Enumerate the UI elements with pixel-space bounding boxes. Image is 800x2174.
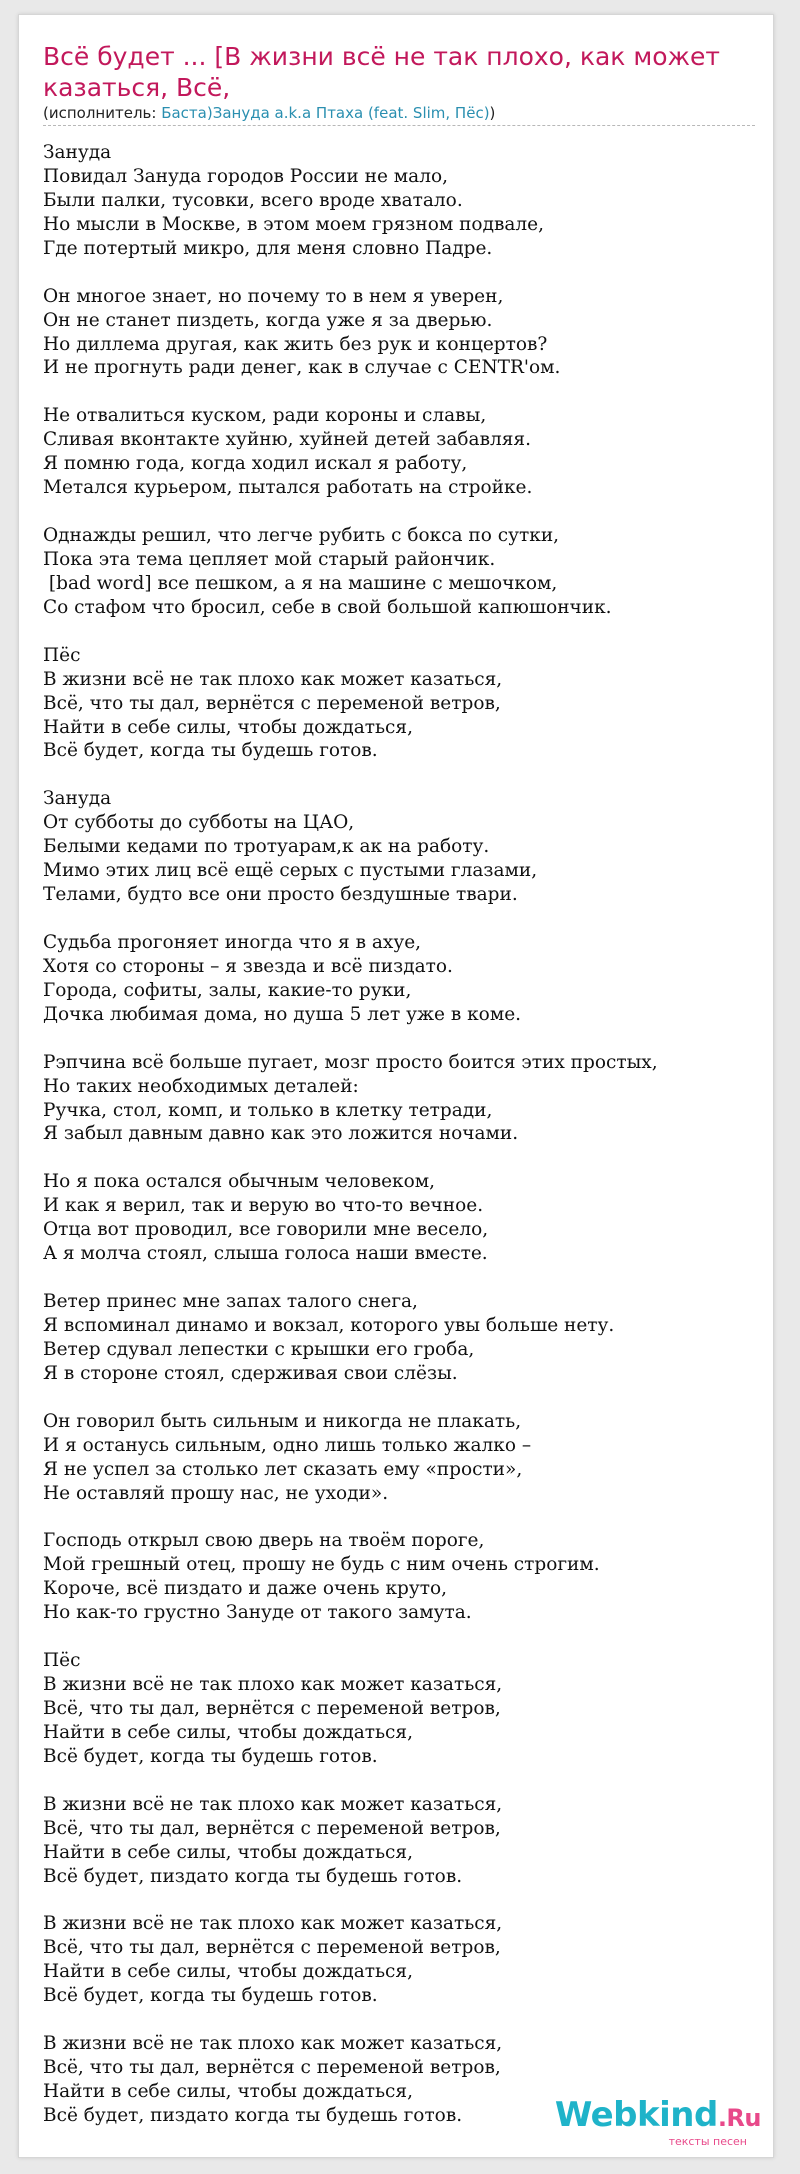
lyric-line: Города, софиты, залы, какие-то руки, bbox=[43, 979, 412, 1001]
lyric-line: Были палки, тусовки, всего вроде хватало. bbox=[43, 189, 463, 211]
lyric-line: И я останусь сильным, одно лишь только жалко – bbox=[43, 1434, 532, 1456]
stanza-gap bbox=[43, 1146, 763, 1170]
lyric-line: Отца вот проводил, все говорили мне весело, bbox=[43, 1219, 489, 1241]
lyric-line: Однажды решил, что легче рубить с бокса по сутки, bbox=[43, 525, 560, 546]
lyric-line: Хотя со стороны – я звезда и всё пиздато. bbox=[43, 955, 453, 977]
lyric-line: Я забыл давным давно как это ложится ночами. bbox=[43, 1123, 519, 1145]
lyric-line: Пёс bbox=[43, 644, 81, 666]
stanza-gap bbox=[43, 1505, 763, 1529]
lyric-line: Найти в себе силы, чтобы дождаться, bbox=[43, 716, 413, 738]
lyric-line: Ветер сдувал лепестки с крышки его гроба, bbox=[43, 1338, 475, 1360]
lyric-line: Но я пока остался обычным человеком, bbox=[43, 1171, 436, 1193]
site-logo[interactable] bbox=[554, 2095, 761, 2155]
stanza-gap bbox=[43, 1386, 763, 1410]
stanza-gap bbox=[43, 620, 763, 644]
lyric-line: Он многое знает, но почему то в нем я уверен, bbox=[43, 285, 504, 307]
song-title: Всё будет ... [В жизни всё не так плохо, как может казаться, Всё, bbox=[43, 42, 720, 102]
lyric-line: Найти в себе силы, чтобы дождаться, bbox=[43, 1721, 413, 1743]
stanza-gap bbox=[43, 1625, 763, 1649]
lyric-line: Метался курьером, пытался работать на стройке. bbox=[43, 477, 533, 499]
lyric-line: Пока эта тема цепляет мой старый райончик. bbox=[43, 548, 496, 570]
lyric-line: И не прогнуть ради денег, как в случае с CENTR'ом. bbox=[43, 357, 561, 379]
artist-link[interactable]: Баста)Зануда a.k.a Птаха (feat. Slim, Пёс) bbox=[161, 104, 490, 122]
lyric-line: В жизни всё не так плохо как может казаться, bbox=[43, 2033, 503, 2055]
logo-name: Webkind bbox=[554, 2095, 718, 2135]
lyric-line: [bad word] все пешком, а я на машине с мешочком, bbox=[43, 572, 558, 594]
lyric-line: Не отвалиться куском, ради короны и славы, bbox=[43, 405, 487, 427]
lyric-line: Всё будет, когда ты будешь готов. bbox=[43, 1745, 378, 1767]
lyric-line: Но мысли в Москве, в этом моем грязном подвале, bbox=[43, 213, 544, 235]
lyric-line: Я не успел за столько лет сказать ему «прости», bbox=[43, 1458, 523, 1480]
lyric-line: Всё будет, пиздато когда ты будешь готов. bbox=[43, 1865, 463, 1887]
lyric-line: Зануда bbox=[43, 142, 112, 163]
lyric-line: Пёс bbox=[43, 1650, 81, 1672]
stanza-gap bbox=[43, 1769, 763, 1793]
lyric-line: Всё, что ты дал, вернётся с переменой ветров, bbox=[43, 1937, 501, 1959]
stanza-gap bbox=[43, 261, 763, 285]
lyric-line: Короче, всё пиздато и даже очень круто, bbox=[43, 1578, 448, 1600]
lyric-line: Телами, будто все они просто бездушные твари. bbox=[43, 884, 518, 906]
stanza-gap bbox=[43, 1888, 763, 1912]
lyric-line: Белыми кедами по тротуарам,к ак на работу. bbox=[43, 836, 490, 858]
lyric-line: Но таких необходимых деталей: bbox=[43, 1075, 359, 1097]
stanza-gap bbox=[43, 907, 763, 931]
lyric-line: В жизни всё не так плохо как может казаться, bbox=[43, 1793, 503, 1815]
lyric-line: Сливая вконтакте хуйню, хуйней детей забавляя. bbox=[43, 429, 531, 451]
lyric-line: Найти в себе силы, чтобы дождаться, bbox=[43, 1841, 413, 1863]
lyric-line: Мимо этих лиц всё ещё серых с пустыми глазами, bbox=[43, 860, 538, 882]
lyrics-text bbox=[43, 141, 763, 2128]
lyric-line: Но как-то грустно Зануде от такого замута. bbox=[43, 1602, 472, 1624]
lyric-line: Мой грешный отец, прошу не будь с ним очень строгим. bbox=[43, 1554, 600, 1576]
lyric-line: Где потертый микро, для меня словно Падре. bbox=[43, 237, 493, 259]
lyric-line: Не оставляй прошу нас, не уходи». bbox=[43, 1482, 389, 1504]
lyric-line: Всё будет, когда ты будешь готов. bbox=[43, 1985, 378, 2007]
artist-suffix: ) bbox=[489, 104, 496, 122]
stanza-gap bbox=[43, 500, 763, 524]
lyric-line: Но диллема другая, как жить без рук и концертов? bbox=[43, 333, 548, 355]
lyric-line: Всё, что ты дал, вернётся с переменой ветров, bbox=[43, 1697, 501, 1719]
lyric-line: Зануда bbox=[43, 788, 112, 810]
stanza-gap bbox=[43, 2008, 763, 2032]
stanza-gap bbox=[43, 380, 763, 404]
stanza-gap bbox=[43, 1266, 763, 1290]
lyric-line: Дочка любимая дома, но душа 5 лет уже в коме. bbox=[43, 1003, 522, 1025]
lyric-line: Господь открыл свою дверь на твоём пороге, bbox=[43, 1530, 485, 1552]
lyric-line: Всё будет, пиздато когда ты будешь готов. bbox=[43, 2104, 463, 2126]
lyric-line: Он говорил быть сильным и никогда не плакать, bbox=[43, 1410, 522, 1432]
artist-line bbox=[43, 103, 755, 126]
logo-domain: .Ru bbox=[717, 2104, 761, 2132]
lyric-line: Я в стороне стоял, сдерживая свои слёзы. bbox=[43, 1362, 458, 1384]
stanza-gap bbox=[43, 763, 763, 787]
lyric-line: Найти в себе силы, чтобы дождаться, bbox=[43, 1961, 413, 1983]
lyric-line: В жизни всё не так плохо как может казаться, bbox=[43, 1674, 503, 1695]
logo-wordmark bbox=[555, 2095, 761, 2138]
logo-tagline: тексты песен bbox=[668, 2135, 747, 2148]
lyric-line: В жизни всё не так плохо как может казаться, bbox=[43, 668, 503, 690]
artist-prefix: (исполнитель: bbox=[43, 104, 162, 122]
lyric-line: Повидал Зануда городов России не мало, bbox=[43, 165, 448, 187]
lyric-line: Всё, что ты дал, вернётся с переменой ветров, bbox=[43, 1817, 501, 1839]
lyric-line: В жизни всё не так плохо как может казаться, bbox=[43, 1913, 503, 1935]
lyric-line: Я вспоминал динамо и вокзал, которого увы больше нету. bbox=[43, 1314, 615, 1336]
lyric-line: Всё будет, когда ты будешь готов. bbox=[43, 740, 378, 762]
lyric-line: Ручка, стол, комп, и только в клетку тетради, bbox=[43, 1099, 493, 1121]
lyric-line: Я помню года, когда ходил искал я работу, bbox=[43, 453, 468, 475]
lyric-line: От субботы до субботы на ЦАО, bbox=[43, 812, 355, 834]
lyrics-card bbox=[18, 14, 774, 2158]
lyric-line: Всё, что ты дал, вернётся с переменой ветров, bbox=[43, 692, 501, 714]
lyric-line: Всё, что ты дал, вернётся с переменой ветров, bbox=[43, 2057, 501, 2078]
lyric-line: Судьба прогоняет иногда что я в ахуе, bbox=[43, 931, 422, 953]
lyric-line: И как я верил, так и верую во что-то вечное. bbox=[43, 1195, 484, 1217]
lyric-line: Найти в себе силы, чтобы дождаться, bbox=[43, 2080, 413, 2102]
stanza-gap bbox=[43, 1027, 763, 1051]
lyric-line: Ветер принес мне запах талого снега, bbox=[43, 1291, 418, 1312]
lyric-line: А я молча стоял, слыша голоса наши вместе. bbox=[43, 1243, 488, 1265]
lyric-line: Со стафом что бросил, себе в свой большой капюшончик. bbox=[43, 596, 612, 618]
lyric-line: Рэпчина всё больше пугает, мозг просто боится этих простых, bbox=[43, 1051, 658, 1073]
lyric-line: Он не станет пиздеть, когда уже я за дверью. bbox=[43, 309, 493, 331]
